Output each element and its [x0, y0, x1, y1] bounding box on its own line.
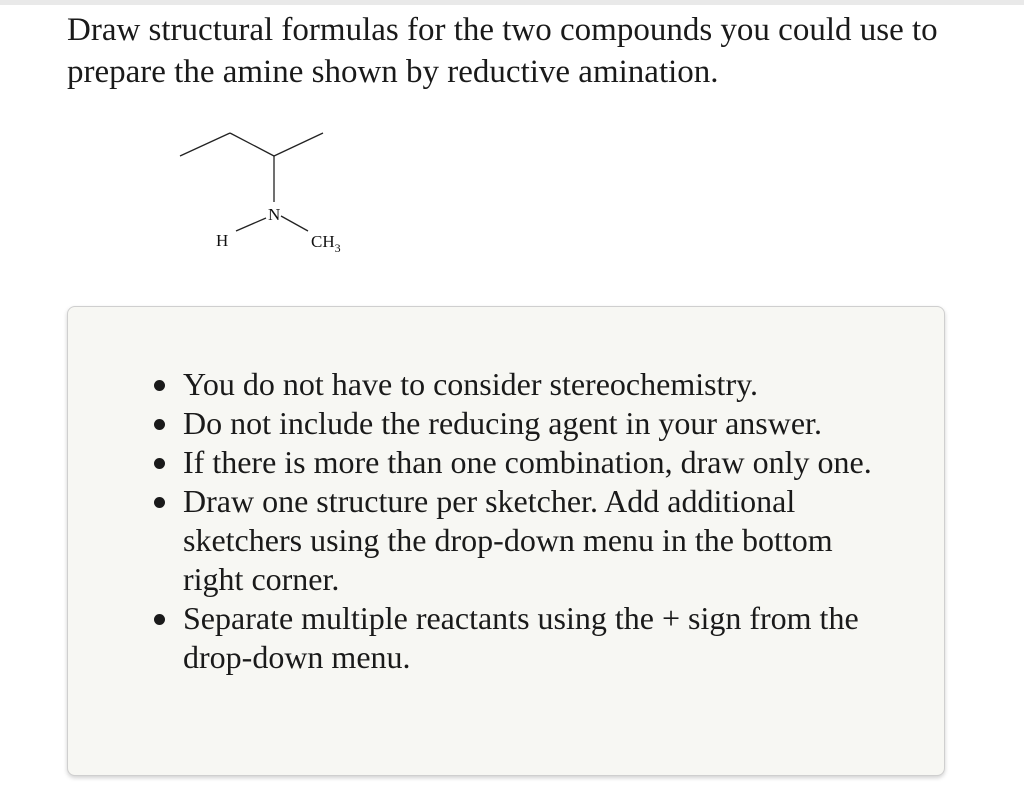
- instruction-item: [183, 404, 898, 443]
- group-ch3-label: CH: [311, 232, 335, 251]
- instruction-text: You do not have to consider stereochemistry.: [183, 366, 759, 402]
- instruction-item: [183, 365, 898, 404]
- instructions-list: [68, 365, 898, 677]
- top-divider: [0, 0, 1024, 5]
- atom-n: N: [268, 205, 281, 224]
- bond-c3-c4: [274, 133, 323, 156]
- group-ch3: [311, 232, 341, 255]
- bond-c2-c3: [230, 133, 274, 156]
- bullet-icon: [154, 614, 165, 625]
- instruction-text: Do not include the reducing agent in your answer.: [183, 405, 822, 441]
- bond-c1-c2: [180, 133, 230, 156]
- atom-h: H: [216, 231, 229, 250]
- instruction-text: Separate multiple reactants using the + sign from the drop-down menu.: [183, 600, 859, 675]
- bond-n-ch3: [281, 216, 308, 231]
- instructions-box: [67, 306, 945, 776]
- instruction-text: Draw one structure per sketcher. Add additional sketchers using the drop-down menu in the bottom right corner.: [183, 483, 833, 597]
- bond-n-h: [236, 218, 266, 231]
- instruction-item: [183, 443, 898, 482]
- skeletal-bonds: [180, 133, 323, 231]
- bullet-icon: [154, 497, 165, 508]
- instruction-item: [183, 599, 898, 677]
- instruction-text: If there is more than one combination, draw only one.: [183, 444, 872, 480]
- bullet-icon: [154, 380, 165, 391]
- bullet-icon: [154, 419, 165, 430]
- bullet-icon: [154, 458, 165, 469]
- question-text: Draw structural formulas for the two compounds you could use to prepare the amine shown by reductive amination.: [67, 12, 938, 90]
- amine-structure: [170, 118, 370, 268]
- group-ch3-subscript: 3: [334, 241, 341, 255]
- instruction-item: [183, 482, 898, 599]
